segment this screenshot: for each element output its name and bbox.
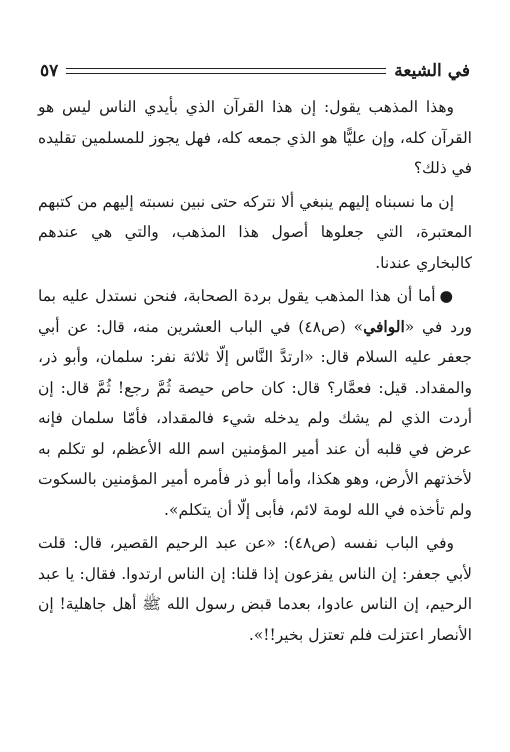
header-rule [66, 67, 386, 75]
page-body [38, 92, 472, 650]
paragraph-3 [38, 281, 472, 525]
paragraph-3-text-after: » (ص٤٨) في الباب العشرين منه، قال: عن أبي جعفر عليه السلام قال: «ارتدَّ النَّاس إلّا ثلاثة نفر: سلمان، وأبو ذر، والمقداد. قيل: فعمَّار؟ قال: كان حاص حيصة ثُمَّ رجع! ثُمَّ قال: إن أردت الذي لم يشك ولم يدخله شيء فالمقداد، فأمّا سلمان فإنه عرض في قلبه أن عند أمير المؤمنين اسم الله الأعظم، لو تكلم به لأخذتهم الأرض، وهو هكذا، وأما أبو ذر فأمره أمير المؤمنين بالسكوت ولم تأخذه في الله لومة لائم، فأبى إلّا أن يتكلم». [38, 317, 472, 519]
page-header [40, 58, 470, 84]
page-number: ٥٧ [40, 61, 59, 81]
paragraph-4: وفي الباب نفسه (ص٤٨): «عن عبد الرحيم القصير، قال: قلت لأبي جعفر: إن الناس يفزعون إذا قلنا: إن الناس ارتدوا. فقال: يا عبد الرحيم، إن الناس عادوا، بعدما قبض رسول الله ﷺ أهل جاهلية! إن الأنصار اعتزلت فلم تعتزل بخير!!». [38, 534, 472, 644]
running-title: في الشيعة [394, 61, 470, 81]
paragraph-1: وهذا المذهب يقول: إن هذا القرآن الذي بأيدي الناس ليس هو القرآن كله، وإن عليًّا هو الذي جمعه كله، فهل يجوز للمسلمين تقليده في ذلك؟ [38, 98, 472, 177]
paragraph-2: إن ما نسبناه إليهم ينبغي ألا نتركه حتى نبين نسبته إليهم من كتبهم المعتبرة، التي جعلوها أصول هذا المذهب، والتي هي عندهم كالبخاري عندنا. [38, 192, 472, 272]
paragraph-3-text-before: أما أن هذا المذهب يقول بردة الصحابة، فنحن نستدل عليه بما ورد في « [38, 287, 472, 336]
bullet-icon: ● [439, 286, 454, 305]
book-title: الوافي [363, 316, 405, 336]
